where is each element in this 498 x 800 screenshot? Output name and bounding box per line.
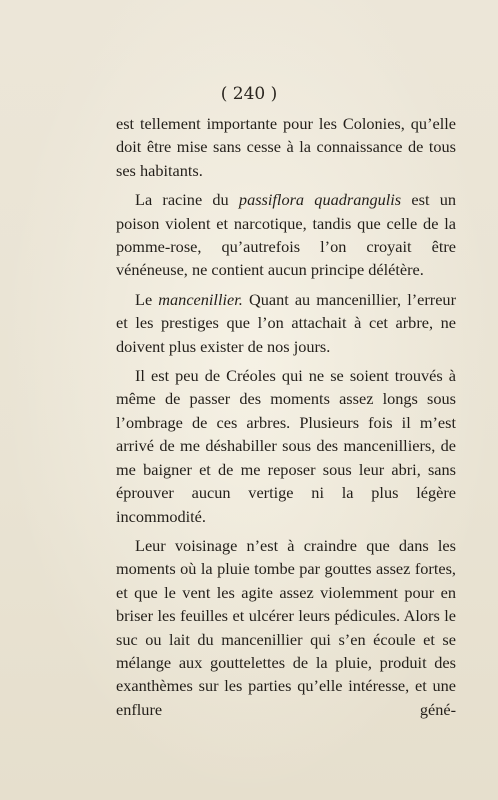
paragraph-3-rest: Quant au mancenillier, l’erreur et les prestiges que l’on attachait à cet arbre, ne doivent plus exister de nos jours. bbox=[116, 289, 456, 356]
body-text bbox=[116, 112, 456, 727]
paragraph-2-rest: est un poison violent et narcotique, tandis que celle de la pomme-rose, qu’autrefois l’on croyait être vénéneuse, ne contient aucun principe délétère. bbox=[116, 190, 456, 280]
paragraph-5: Leur voisinage n’est à craindre que dans les moments où la pluie tombe par gouttes assez fortes, et que le vent les agite assez violemment pour en briser les feuilles et ulcérer leurs pédicules. Alors le suc ou lait du mancenillier qui s’en écoule et se mélange aux gouttelettes de la pluie, produit des exanthèmes sur les parties qu’elle intéresse, et une enflure géné- bbox=[116, 535, 456, 719]
page-number: ( 240 ) bbox=[220, 84, 278, 104]
species-name-passiflora: passiflora quadrangulis bbox=[238, 190, 402, 210]
paragraph-3-start: Le bbox=[135, 289, 159, 309]
paragraph-4: Il est peu de Créoles qui ne se soient trouvés à même de passer des moments assez longs sous l’ombrage de ces arbres. Plusieurs fois il m’est arrivé de me déshabiller sous des mancenilliers, de me baigner et de me reposer sous leur abri, sans éprouver aucun vertige ni la plus légère incommodité. bbox=[116, 366, 456, 526]
paragraph-2 bbox=[116, 188, 456, 282]
paragraph-3 bbox=[116, 288, 456, 358]
heading-mancenillier: mancenillier. bbox=[158, 289, 243, 309]
paragraph-2-start: La racine du bbox=[135, 190, 239, 210]
paragraph-1: est tellement importante pour les Colonies, qu’elle doit être mise sans cesse à la connaissance de tous ses habitants. bbox=[116, 114, 456, 180]
